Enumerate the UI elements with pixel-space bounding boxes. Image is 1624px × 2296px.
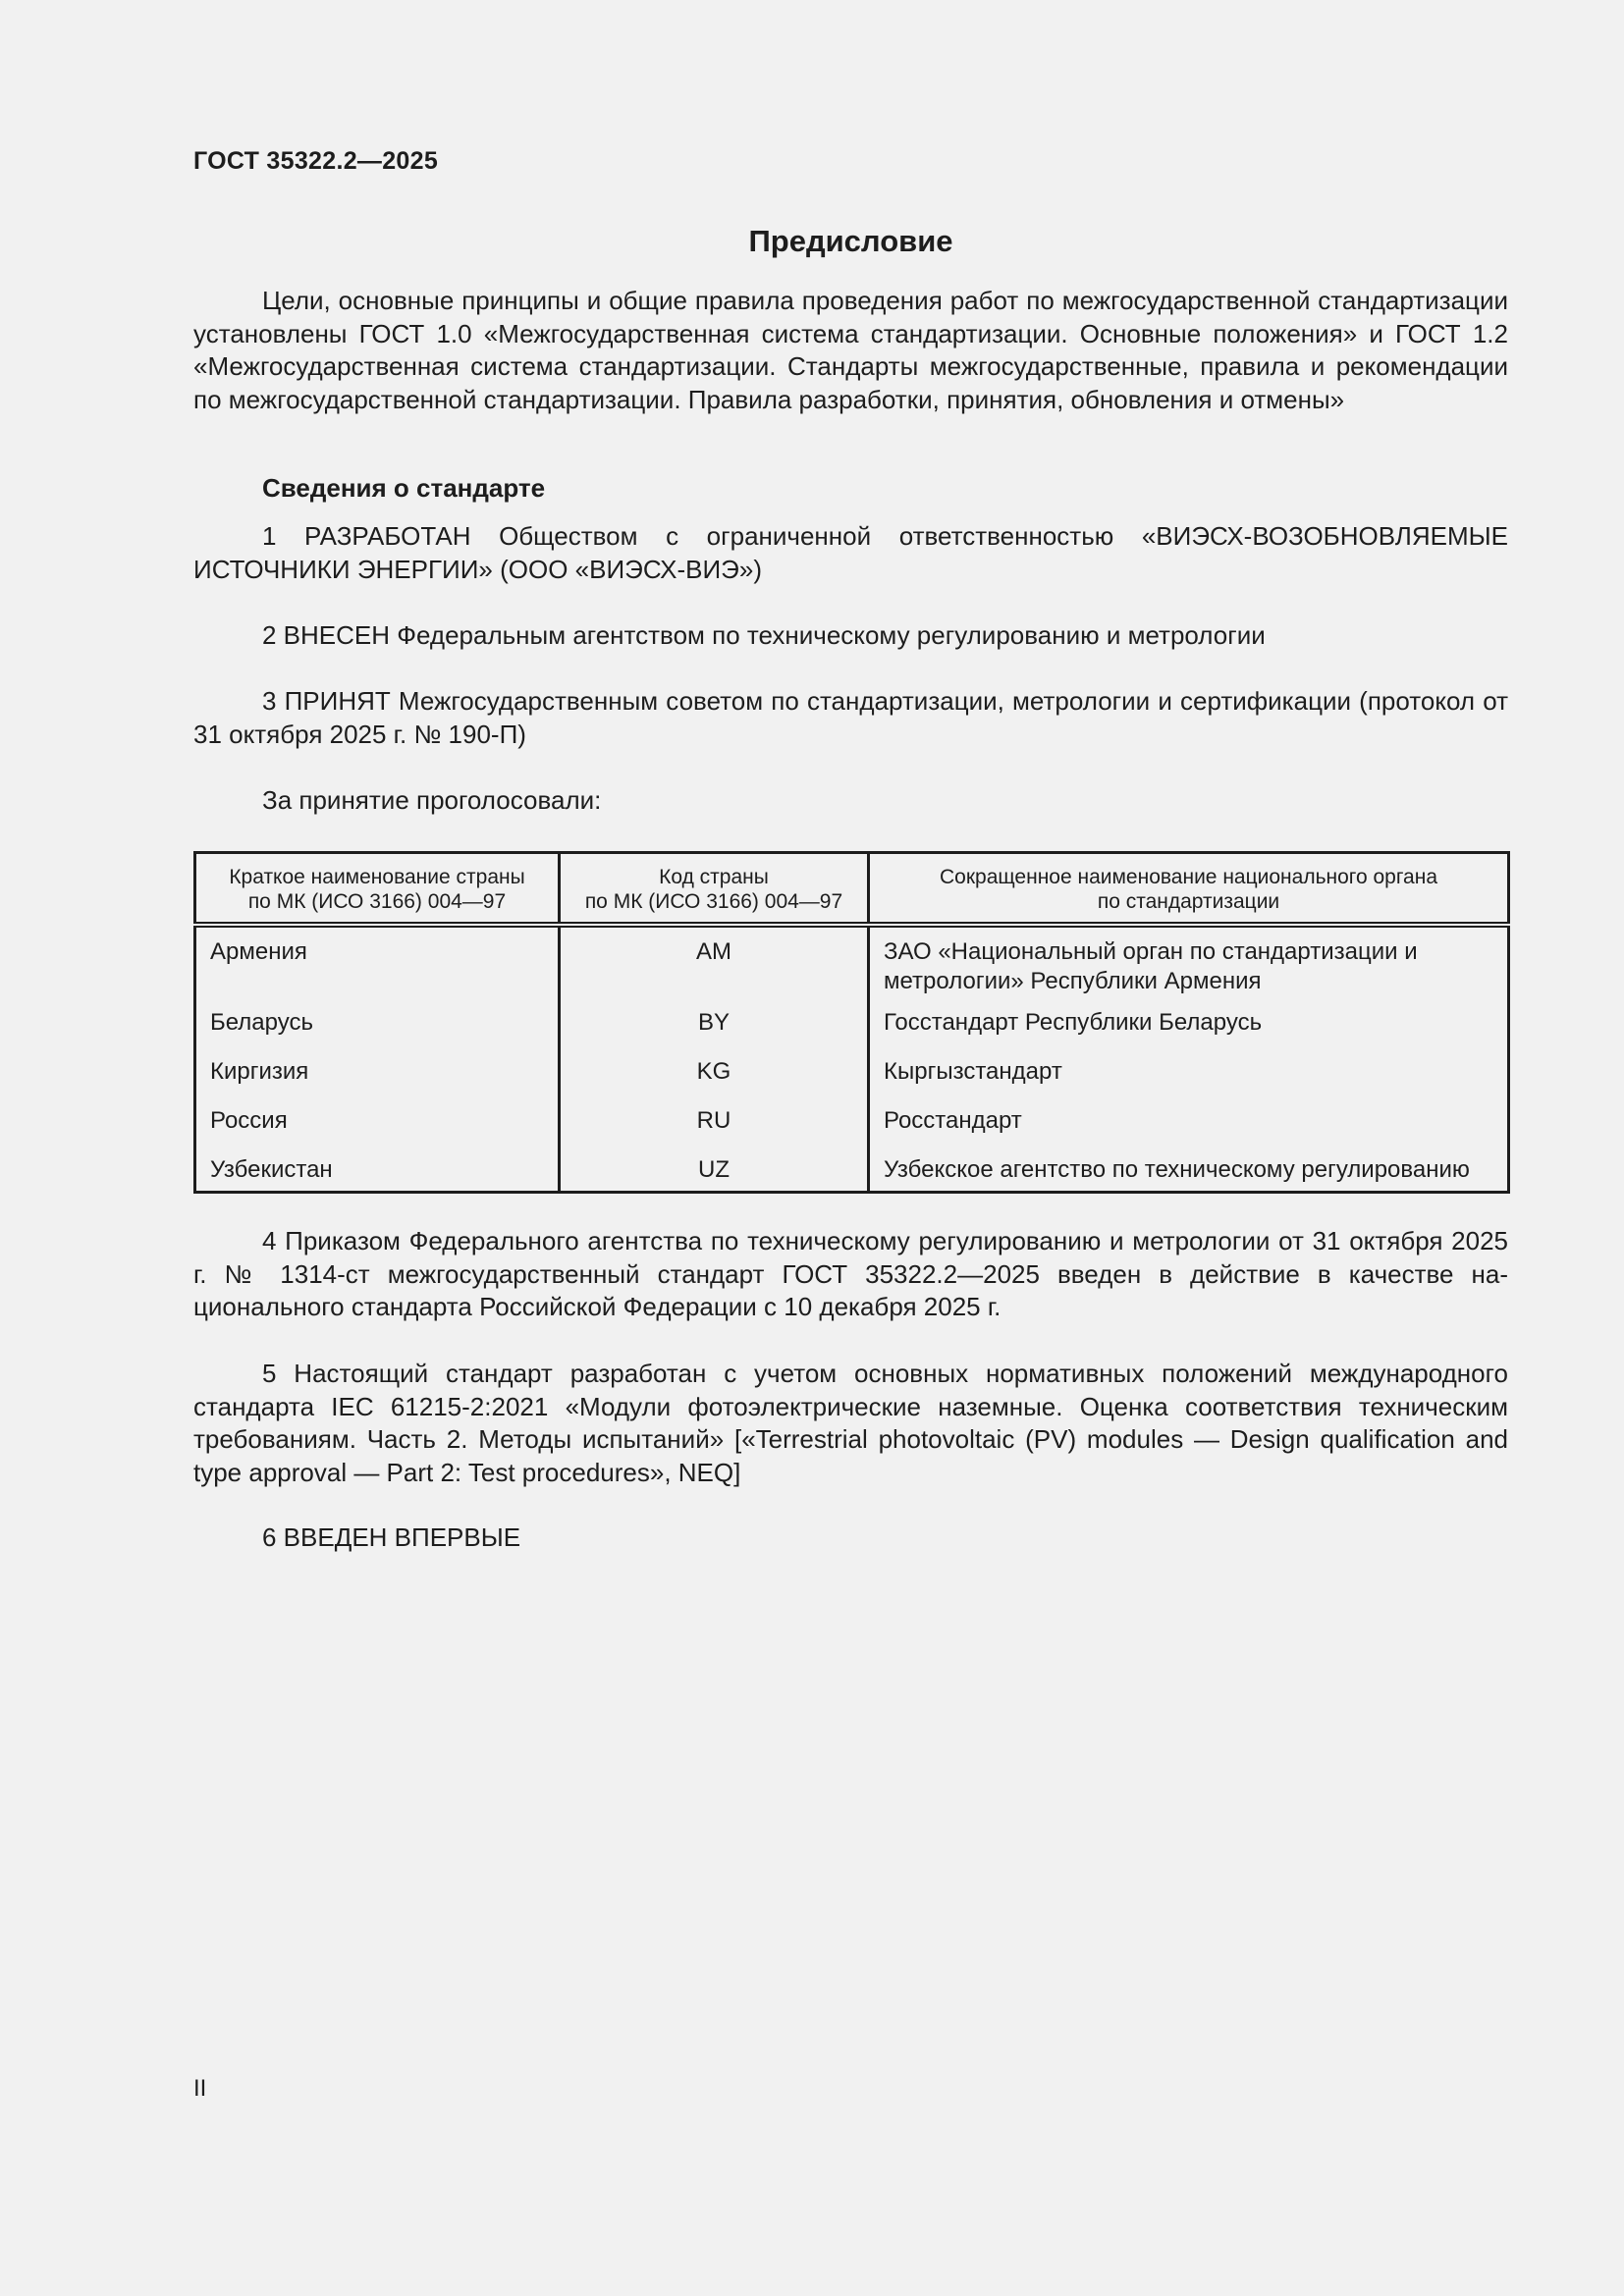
cell-code: UZ bbox=[560, 1146, 869, 1193]
cell-code: KG bbox=[560, 1047, 869, 1096]
cell-country: Армения bbox=[210, 938, 307, 965]
cell-body: Узбекское агентство по техническому регулированию bbox=[869, 1146, 1509, 1193]
table-header-row bbox=[195, 853, 1509, 926]
header-country-line-1: Краткое наименование страны bbox=[229, 866, 525, 888]
header-code-line-1: Код страны bbox=[659, 866, 769, 888]
item-5-basis: 5 Настоящий стандарт разработан с учетом основных нормативных положений международного стандарта IEC 61215-2:2021 «Модули фотоэлектрические наземные. Оценка соответствия техническим требованиям. Часть 2. Методы испытаний» [«Terrestrial photovoltaic (PV) modules — Design qualification and type approval — Part 2: Test procedures», NEQ] bbox=[193, 1359, 1508, 1487]
header-country-line-2: по МК (ИСО 3166) 004—97 bbox=[247, 890, 507, 913]
item-4-order: 4 Приказом Федерального агентства по техническому регулированию и метрологии от 31 октября 2025 г. № 1314-ст межгосударственный стандарт ГОСТ 35322.2—2025 введен в действие в качестве национального стандарта Российской Федерации с 10 декабря 2025 г. bbox=[193, 1226, 1508, 1321]
voting-countries-table bbox=[193, 851, 1510, 1194]
cell-code: RU bbox=[560, 1096, 869, 1146]
cell-country: Киргизия bbox=[210, 1058, 309, 1085]
item-3-adopted: 3 ПРИНЯТ Межгосударственным советом по стандартизации, метрологии и сертификации (протокол от 31 октября 2025 г. № 190-П) bbox=[193, 686, 1508, 749]
cell-country: Россия bbox=[210, 1107, 288, 1134]
table-row bbox=[195, 1096, 1509, 1146]
page-number: II bbox=[193, 2075, 207, 2102]
voted-label: За принятие проголосовали: bbox=[262, 785, 602, 815]
header-body-line-1: Сокращенное наименование национального органа bbox=[939, 866, 1438, 888]
header-code bbox=[560, 853, 869, 926]
cell-body: Кыргызстандарт bbox=[869, 1047, 1509, 1096]
table-row bbox=[195, 1047, 1509, 1096]
item-6-first-introduced: 6 ВВЕДЕН ВПЕРВЫЕ bbox=[262, 1522, 521, 1552]
header-body-line-2: по стандартизации bbox=[1097, 890, 1280, 913]
header-body bbox=[869, 853, 1509, 926]
header-code-line-2: по МК (ИСО 3166) 004—97 bbox=[584, 890, 843, 913]
cell-body: Росстандарт bbox=[869, 1096, 1509, 1146]
table-row bbox=[195, 1146, 1509, 1193]
item-2-submitted: 2 ВНЕСЕН Федеральным агентством по техническому регулированию и метрологии bbox=[262, 620, 1266, 650]
intro-paragraph: Цели, основные принципы и общие правила проведения работ по межгосударственной стандартизации установлены ГОСТ 1.0 «Межгосударственная система стандартизации. Основные положения» и ГОСТ 1.2 «Межгосударственная система стандартизации. Стандарты межгосударственные, правила и рекомендации по межгосударственной стандартизации. Правила разработки, принятия, обновления и отмены» bbox=[193, 286, 1508, 414]
table-row bbox=[195, 925, 1509, 998]
document-id: ГОСТ 35322.2—2025 bbox=[193, 147, 439, 175]
item-1-developed: 1 РАЗРАБОТАН Обществом с ограниченной ответственностью «ВИЭСХ-ВОЗОБНОВЛЯЕМЫЕ ИСТОЧНИКИ ЭНЕРГИИ» (ООО «ВИЭСХ-ВИЭ») bbox=[193, 521, 1508, 584]
header-country bbox=[195, 853, 560, 926]
table-row bbox=[195, 998, 1509, 1047]
cell-body: Госстандарт Республики Беларусь bbox=[869, 998, 1509, 1047]
cell-country: Узбекистан bbox=[210, 1156, 333, 1183]
info-heading: Сведения о стандарте bbox=[262, 473, 546, 503]
page-title: Предисловие bbox=[748, 224, 953, 258]
cell-code: AM bbox=[560, 925, 869, 998]
cell-code: BY bbox=[560, 998, 869, 1047]
cell-country: Беларусь bbox=[210, 1009, 313, 1036]
cell-body: ЗАО «Национальный орган по стандартизации и метрологии» Республики Армения bbox=[869, 925, 1509, 998]
